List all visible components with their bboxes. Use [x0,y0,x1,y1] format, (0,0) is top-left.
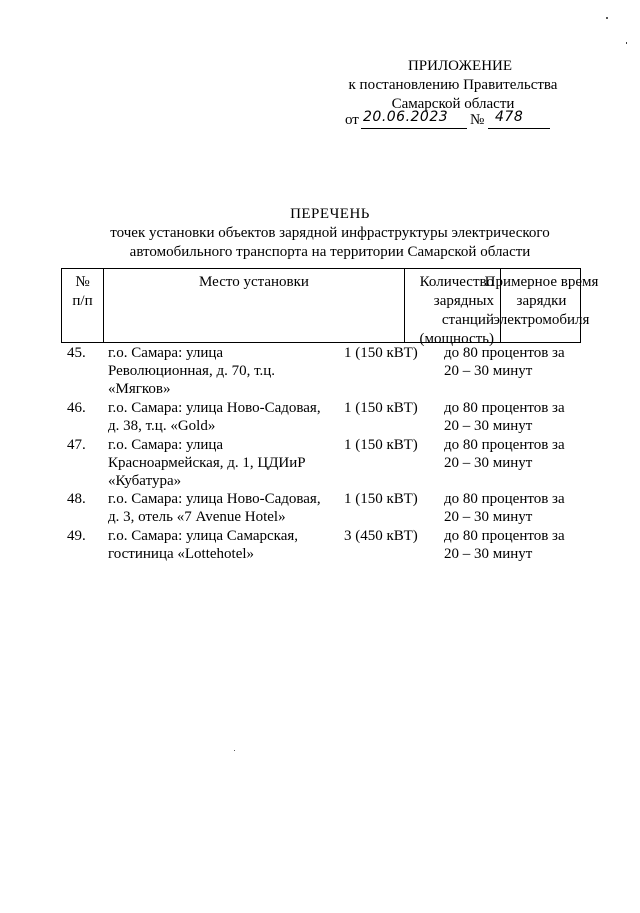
row-charge-time [444,490,584,526]
from-label: от [345,112,359,128]
row-place [108,344,343,398]
row-place-line: д. 3, отель «7 Avenue Hotel» [108,509,286,525]
row-charge-time [444,344,584,380]
row-number: 46. [67,400,86,416]
header-number-line-2: п/п [72,293,93,309]
row-time-line: до 80 процентов за [444,345,565,361]
row-place [108,527,343,563]
table-row [61,344,581,399]
row-number: 48. [67,491,86,507]
list-subtitle-line-2: автомобильного транспорта на территории Самарской области [129,244,531,260]
table-body [61,344,581,564]
row-number: 49. [67,528,86,544]
decree-date-number-line [345,109,565,132]
row-place-line: г.о. Самара: улица Ново-Садовая, [108,491,321,507]
row-place [108,436,343,490]
document-heading [60,205,600,262]
row-quantity: 1 (150 кВТ) [344,345,418,361]
table-header [61,268,599,347]
header-quantity-line-2: зарядных [433,293,494,309]
header-place-label: Место установки [199,274,309,290]
row-time-line: 20 – 30 минут [444,363,533,379]
row-number: 47. [67,437,86,453]
appendix-title: ПРИЛОЖЕНИЕ [407,58,513,74]
list-subtitle-line-1: точек установки объектов зарядной инфраструктуры электрического [110,225,550,241]
header-quantity-line-3: станций [441,312,494,328]
row-place-line: гостиница «Lottehotel» [108,546,255,562]
row-time-line: до 80 процентов за [444,528,565,544]
row-place-line: Революционная, д. 70, т.ц. [108,363,276,379]
scan-speck [626,42,627,44]
header-quantity-line-4: (мощность) [419,331,494,347]
handwritten-number: 478 [495,109,524,125]
header-number-line-1: № [75,274,90,290]
row-place-line: д. 38, т.ц. «Gold» [108,418,216,434]
number-label: № [470,112,485,128]
row-time-line: 20 – 30 минут [444,546,533,562]
header-time-line-2: зарядки [516,293,567,309]
header-time-line-1: Примерное время [484,274,599,290]
appendix-line-2: Самарской области [391,96,515,112]
row-time-line: до 80 процентов за [444,437,565,453]
row-place-line: «Кубатура» [108,473,182,489]
header-time-cell [484,269,599,342]
scan-speck [606,17,608,19]
appendix-block [338,57,568,114]
row-place-line: г.о. Самара: улица [108,437,224,453]
list-title: ПЕРЕЧЕНЬ [290,206,370,222]
row-time-line: до 80 процентов за [444,491,565,507]
row-place-line: г.о. Самара: улица [108,345,224,361]
row-time-line: 20 – 30 минут [444,455,533,471]
table-row [61,399,581,436]
row-charge-time [444,436,584,472]
table-row [61,490,581,527]
row-place-line: Красноармейская, д. 1, ЦДИиР [108,455,306,471]
header-quantity-line-1: Количество [419,274,494,290]
row-place [108,490,343,526]
row-charge-time [444,399,584,435]
header-place-cell [104,269,405,342]
row-place [108,399,343,435]
row-quantity: 1 (150 кВТ) [344,437,418,453]
row-place-line: г.о. Самара: улица Ново-Садовая, [108,400,321,416]
date-underline [361,128,467,129]
header-number-cell [62,269,104,342]
row-place-line: «Мягков» [108,381,171,397]
handwritten-date: 20.06.2023 [363,109,449,125]
header-time-line-3: электромобиля [493,312,590,328]
row-charge-time [444,527,584,563]
appendix-line-1: к постановлению Правительства [348,77,558,93]
row-time-line: 20 – 30 минут [444,509,533,525]
row-place-line: г.о. Самара: улица Самарская, [108,528,299,544]
table-row [61,436,581,490]
table-row [61,527,581,564]
number-underline [488,128,550,129]
row-time-line: до 80 процентов за [444,400,565,416]
scan-speck [234,750,235,751]
row-quantity: 1 (150 кВТ) [344,491,418,507]
row-quantity: 3 (450 кВТ) [344,528,418,544]
row-quantity: 1 (150 кВТ) [344,400,418,416]
row-number: 45. [67,345,86,361]
row-time-line: 20 – 30 минут [444,418,533,434]
